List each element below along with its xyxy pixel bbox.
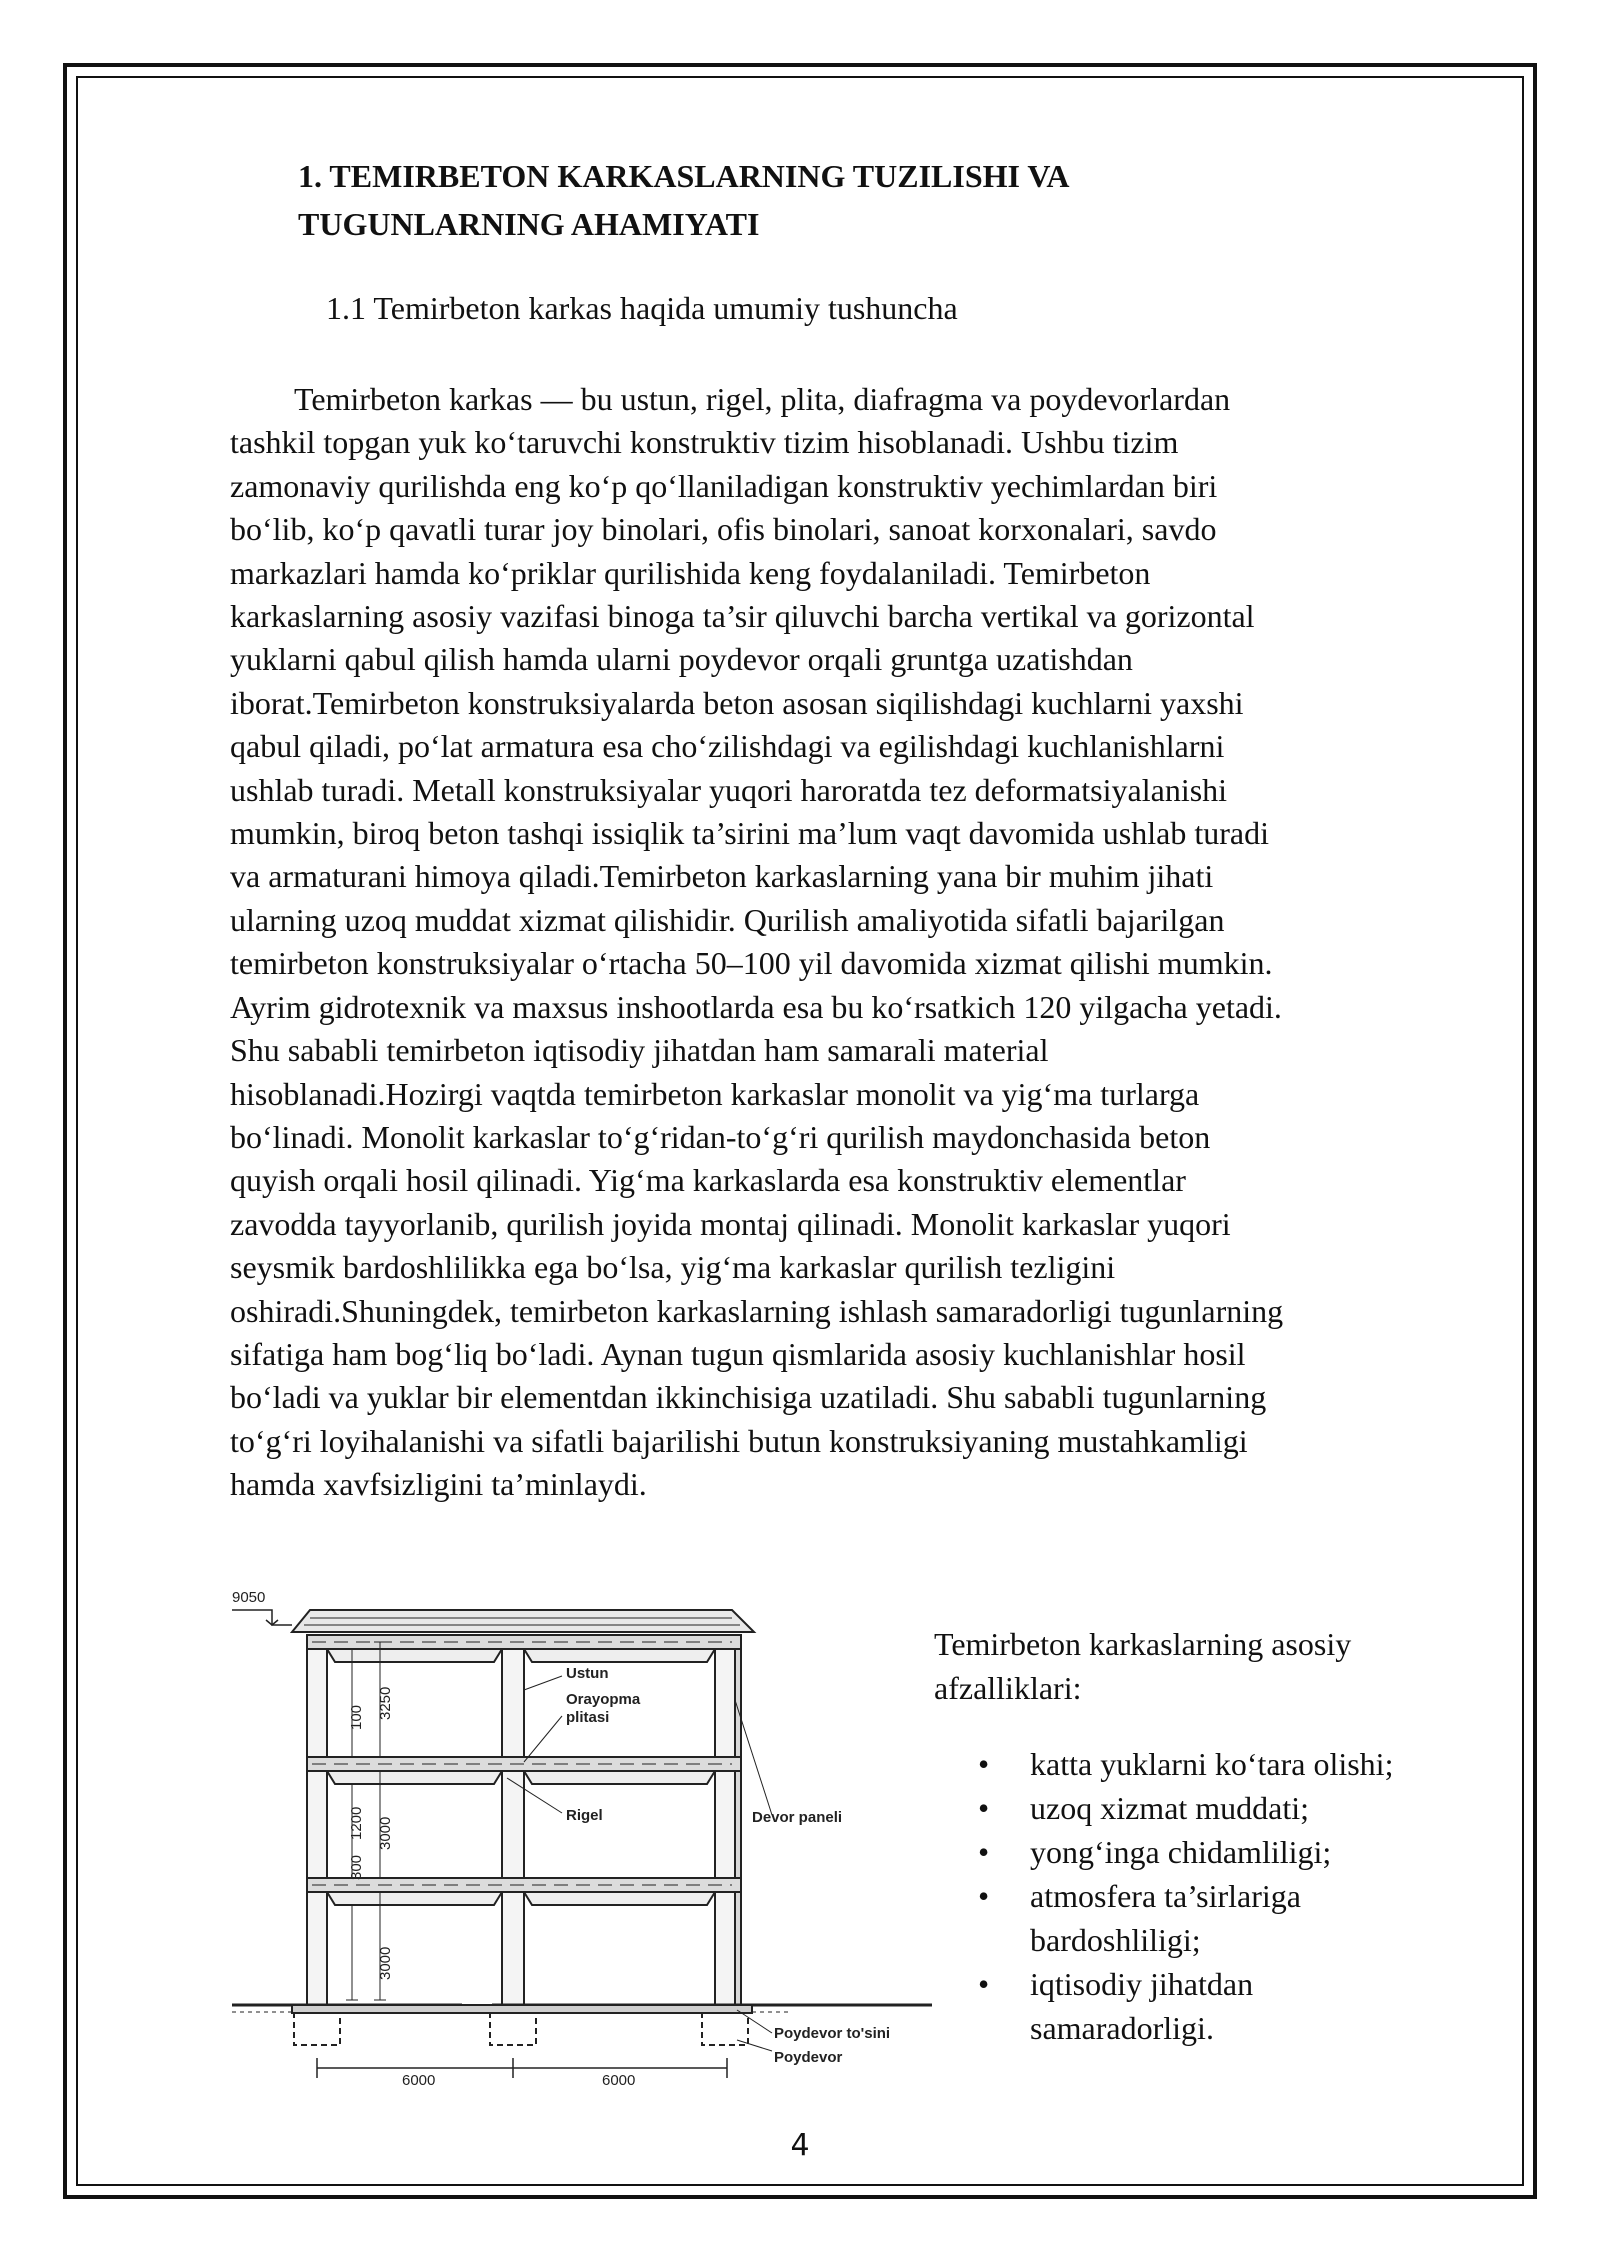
devor-paneli-label: Devor paneli <box>752 1809 843 1826</box>
body-line: markazlari hamda ko‘priklar qurilishida keng foydalaniladi. Temirbeton <box>230 554 1151 591</box>
list-item <box>968 1874 1528 1962</box>
bullet-icon: • <box>978 1966 990 2002</box>
plitasi-label: plitasi <box>566 1709 610 1726</box>
rigel-label: Rigel <box>566 1807 603 1824</box>
roof <box>292 1610 754 1632</box>
poydevor-label: Poydevor <box>774 2049 843 2066</box>
span-dimension: 6000 <box>402 2072 436 2089</box>
body-line: ushlab turadi. Metall konstruksiyalar yuqori haroratda tez deformatsiyalanishi <box>230 771 1228 808</box>
list-item <box>968 1962 1528 2050</box>
bullet-icon: • <box>978 1878 990 1914</box>
advantages-title <box>934 1622 1494 1710</box>
body-line: to‘g‘ri loyihalanishi va sifatli bajarilishi butun konstruksiyaning mustahkamligi <box>230 1422 1248 1459</box>
list-item-text: atmosfera ta’sirlariga <box>1030 1878 1301 1914</box>
body-line: mumkin, biroq beton tashqi issiqlik ta’sirini ma’lum vaqt davomida ushlab turadi <box>230 815 1269 852</box>
elevation-label: 9050 <box>232 1589 266 1606</box>
body-line: zavodda tayyorlanib, qurilish joyida montaj qilinadi. Monolit karkaslar yuqori <box>230 1205 1231 1242</box>
list-item <box>968 1742 1528 1786</box>
body-line: bo‘linadi. Monolit karkaslar to‘g‘ridan-to‘g‘ri qurilish maydonchasida beton <box>230 1118 1211 1155</box>
body-line: karkaslarning asosiy vazifasi binoga ta’sir qiluvchi barcha vertikal va gorizontal <box>230 598 1255 635</box>
body-line: oshiradi.Shuningdek, temirbeton karkaslarning ishlash samaradorligi tugunlarning <box>230 1292 1284 1329</box>
body-line: tashkil topgan yuk ko‘taruvchi konstruktiv tizim hisoblanadi. Ushbu tizim <box>230 424 1179 461</box>
page-number: 4 <box>790 2128 810 2163</box>
advantages-title-line-2: afzalliklari: <box>934 1670 1082 1706</box>
foundation <box>294 2012 340 2045</box>
body-line: hisoblanadi.Hozirgi vaqtda temirbeton karkaslar monolit va yig‘ma turlarga <box>230 1075 1200 1112</box>
body-line: Ayrim gidrotexnik va maxsus inshootlarda esa bu ko‘rsatkich 120 yilgacha yetadi. <box>230 988 1282 1025</box>
section-heading <box>298 152 1298 248</box>
body-line: iborat.Temirbeton konstruksiyalarda beton asosan siqilishdagi kuchlarni yaxshi <box>230 684 1244 721</box>
height-dimension: 3250 <box>377 1686 394 1720</box>
body-line: temirbeton konstruksiyalar o‘rtacha 50–100 yil davomida xizmat qilishi mumkin. <box>230 945 1273 982</box>
bullet-icon: • <box>978 1746 990 1782</box>
poydevor-tosini-label: Poydevor to'sini <box>774 2025 891 2042</box>
body-line: yuklarni qabul qilish hamda ularni poydevor orqali gruntga uzatishdan <box>230 641 1133 678</box>
list-item-text-continued: samaradorligi. <box>1030 2010 1214 2046</box>
left-column <box>307 1635 327 2005</box>
bullet-icon: • <box>978 1790 990 1826</box>
height-dimension: 100 <box>348 1704 365 1730</box>
body-paragraph <box>230 378 1490 1507</box>
list-item-text: uzoq xizmat muddati; <box>1030 1790 1310 1826</box>
list-item <box>968 1830 1528 1874</box>
body-line: Shu sababli temirbeton iqtisodiy jihatdan ham samarali material <box>230 1032 1049 1069</box>
body-line: hamda xavfsizligini ta’minlaydi. <box>230 1466 647 1503</box>
advantages-list <box>968 1742 1528 2050</box>
advantages-title-line-1: Temirbeton karkaslarning asosiy <box>934 1626 1352 1662</box>
heading-line-2: TUGUNLARNING AHAMIYATI <box>298 206 760 242</box>
height-dimension: 3000 <box>377 1946 394 1980</box>
heading-line-1: 1. TEMIRBETON KARKASLARNING TUZILISHI VA <box>298 158 1070 194</box>
body-line: zamonaviy qurilishda eng ko‘p qo‘llaniladigan konstruktiv yechimlardan biri <box>230 467 1218 504</box>
list-item-text: katta yuklarni ko‘tara olishi; <box>1030 1746 1394 1782</box>
body-line: Temirbeton karkas — bu ustun, rigel, plita, diafragma va poydevorlardan <box>294 381 1231 417</box>
subsection-heading: 1.1 Temirbeton karkas haqida umumiy tushuncha <box>326 290 958 326</box>
orayopma-label: Orayopma <box>566 1691 641 1708</box>
list-item-text: yong‘inga chidamliligi; <box>1030 1834 1332 1870</box>
body-line: quyish orqali hosil qilinadi. Yig‘ma karkaslarda esa konstruktiv elementlar <box>230 1162 1186 1199</box>
body-line: va armaturani himoya qiladi.Temirbeton karkaslarning yana bir muhim jihati <box>230 858 1214 895</box>
right-wall-panel <box>715 1635 735 2005</box>
bullet-icon: • <box>978 1834 990 1870</box>
height-dimension: 3000 <box>377 1816 394 1850</box>
list-item-text-continued: bardoshliligi; <box>1030 1922 1201 1958</box>
foundation <box>702 2012 748 2045</box>
middle-column <box>502 1635 524 2005</box>
height-dimension: 300 <box>348 1854 365 1880</box>
foundation-beam <box>292 2005 752 2013</box>
body-line: seysmik bardoshlilikka ega bo‘lsa, yig‘ma karkaslar qurilish tezligini <box>230 1249 1116 1286</box>
building-frame-section-figure <box>232 1580 932 2090</box>
body-line: sifatiga ham bog‘liq bo‘ladi. Aynan tugun qismlarida asosiy kuchlanishlar hosil <box>230 1335 1246 1372</box>
span-dimension: 6000 <box>602 2072 636 2089</box>
list-item <box>968 1786 1528 1830</box>
body-line: qabul qiladi, po‘lat armatura esa cho‘zilishdagi va egilishdagi kuchlanishlarni <box>230 728 1225 765</box>
list-item-text: iqtisodiy jihatdan <box>1030 1966 1254 2002</box>
body-line: ularning uzoq muddat xizmat qilishidir. Qurilish amaliyotida sifatli bajarilgan <box>230 901 1225 938</box>
foundation <box>490 2012 536 2045</box>
body-line: bo‘lib, ko‘p qavatli turar joy binolari, ofis binolari, sanoat korxonalari, savdo <box>230 511 1217 548</box>
body-line: bo‘ladi va yuklar bir elementdan ikkinchisiga uzatiladi. Shu sababli tugunlarning <box>230 1379 1267 1416</box>
ustun-label: Ustun <box>566 1665 609 1682</box>
height-dimension: 1200 <box>348 1806 365 1840</box>
